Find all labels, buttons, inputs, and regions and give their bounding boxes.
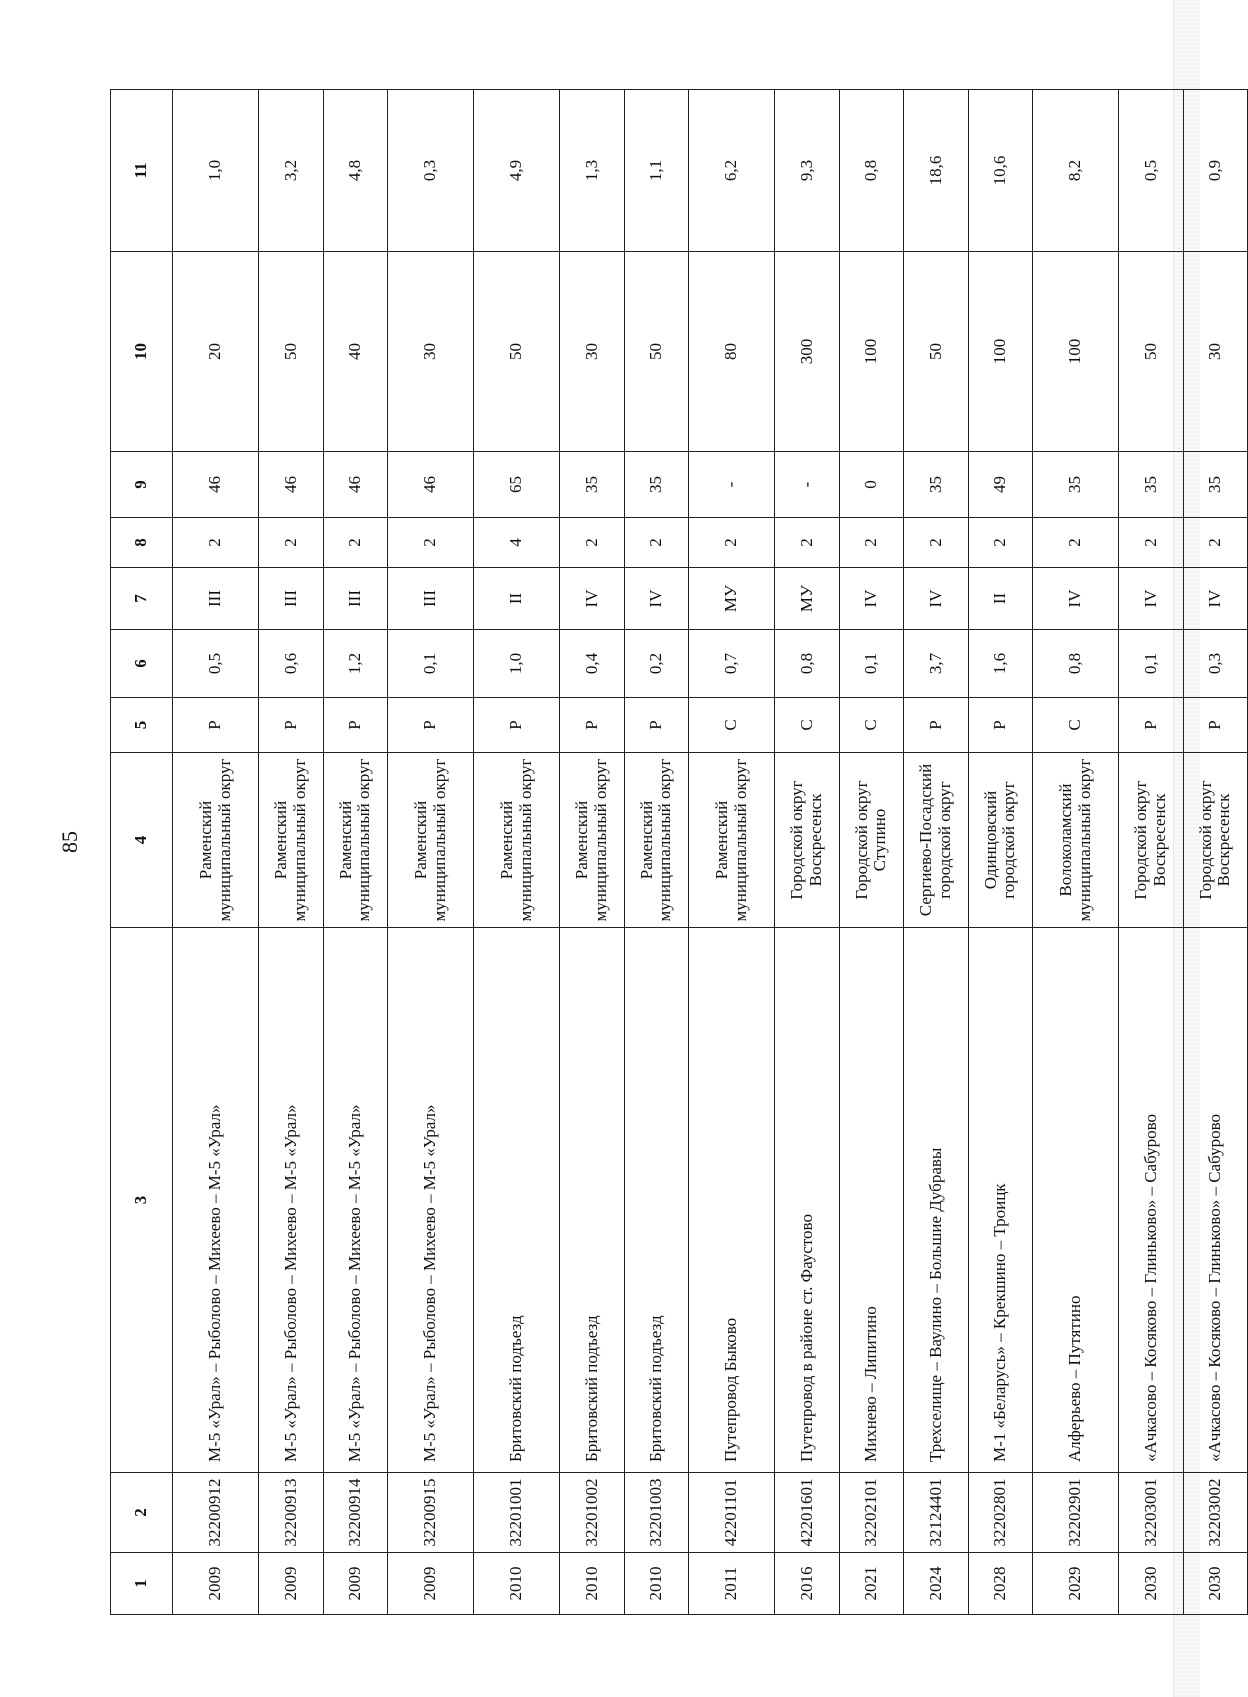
table-cell: 2009 [323, 1553, 388, 1615]
table-cell: Р [624, 698, 689, 753]
table-cell: Михнево – Липитино [839, 928, 904, 1473]
table-cell: 50 [904, 252, 969, 452]
table-cell: III [388, 568, 474, 630]
table-cell: 100 [1033, 252, 1119, 452]
table-cell: 46 [323, 452, 388, 518]
table-cell: М-1 «Беларусь» – Крекшино – Троицк [968, 928, 1033, 1473]
table-cell: 2011 [689, 1553, 775, 1615]
table-cell: 2010 [624, 1553, 689, 1615]
table-cell: С [775, 698, 840, 753]
table-cell: 32200914 [323, 1473, 388, 1553]
table-cell: «Ачкасово – Косяково – Глиньково» – Сабурово [1183, 928, 1248, 1473]
table-cell: Сергиево-Посадский городской округ [904, 753, 969, 928]
page-number: 85 [57, 831, 82, 853]
table-cell: С [689, 698, 775, 753]
table-cell: 0,5 [1119, 90, 1184, 252]
table-cell: 2028 [968, 1553, 1033, 1615]
table-cell: III [323, 568, 388, 630]
table-cell: 2010 [474, 1553, 560, 1615]
table-cell: 50 [259, 252, 324, 452]
table-cell: Волоколамский муниципальный округ [1033, 753, 1119, 928]
column-header: 8 [111, 518, 173, 568]
table-cell: 0,8 [775, 630, 840, 698]
table-cell: 35 [560, 452, 625, 518]
table-cell: Р [1119, 698, 1184, 753]
table-cell: 0,4 [560, 630, 625, 698]
table-row [173, 90, 259, 1615]
table-cell: 35 [624, 452, 689, 518]
table-cell: Р [474, 698, 560, 753]
table-row [904, 90, 969, 1615]
table-cell: 32201003 [624, 1473, 689, 1553]
table-cell: 50 [624, 252, 689, 452]
table-cell: Р [968, 698, 1033, 753]
table-cell: 32201002 [560, 1473, 625, 1553]
table-cell: М-5 «Урал» – Рыболово – Михеево – М-5 «Урал» [173, 928, 259, 1473]
table-cell: 2030 [1183, 1553, 1248, 1615]
table-row [388, 90, 474, 1615]
table-row [259, 90, 324, 1615]
table-row [968, 90, 1033, 1615]
table-cell: 32200913 [259, 1473, 324, 1553]
table-cell: 2 [839, 518, 904, 568]
table-cell: IV [1119, 568, 1184, 630]
table-cell: Раменский муниципальный округ [388, 753, 474, 928]
table-cell: 50 [1119, 252, 1184, 452]
table-cell: 2016 [775, 1553, 840, 1615]
table-cell: Раменский муниципальный округ [560, 753, 625, 928]
column-header: 10 [111, 252, 173, 452]
table-cell: 2 [968, 518, 1033, 568]
table-cell: 0,1 [1119, 630, 1184, 698]
table-cell: Городской округ Воскресенск [775, 753, 840, 928]
table-cell: 2 [560, 518, 625, 568]
table-cell: 0,3 [388, 90, 474, 252]
table-cell: Алферьево – Путятино [1033, 928, 1119, 1473]
table-row [775, 90, 840, 1615]
table-cell: 40 [323, 252, 388, 452]
column-header: 11 [111, 90, 173, 252]
table-cell: М-5 «Урал» – Рыболово – Михеево – М-5 «Урал» [259, 928, 324, 1473]
table-cell: 46 [388, 452, 474, 518]
table-cell: 0,1 [388, 630, 474, 698]
table-cell: МУ [775, 568, 840, 630]
table-cell: Р [323, 698, 388, 753]
table-cell: 9,3 [775, 90, 840, 252]
table-cell: IV [560, 568, 625, 630]
table-cell: Городской округ Воскресенск [1119, 753, 1184, 928]
table-cell: 2 [1119, 518, 1184, 568]
table-cell: III [259, 568, 324, 630]
table-row [1119, 90, 1184, 1615]
table-cell: Раменский муниципальный округ [689, 753, 775, 928]
table-cell: 2 [904, 518, 969, 568]
table-row [689, 90, 775, 1615]
table-cell: 4 [474, 518, 560, 568]
table-cell: 2030 [1119, 1553, 1184, 1615]
table-cell: Р [388, 698, 474, 753]
table-cell: 30 [1183, 252, 1248, 452]
table-cell: 2009 [259, 1553, 324, 1615]
table-cell: 46 [173, 452, 259, 518]
table-cell: 1,0 [474, 630, 560, 698]
table-cell: 35 [1033, 452, 1119, 518]
table-cell: 3,2 [259, 90, 324, 252]
table-cell: 2010 [560, 1553, 625, 1615]
table-cell: С [839, 698, 904, 753]
table-cell: 2 [689, 518, 775, 568]
table-cell: 4,9 [474, 90, 560, 252]
table-cell: 2009 [388, 1553, 474, 1615]
table-cell: 8,2 [1033, 90, 1119, 252]
table-cell: 80 [689, 252, 775, 452]
column-header: 1 [111, 1553, 173, 1615]
table-cell: IV [1033, 568, 1119, 630]
column-header: 7 [111, 568, 173, 630]
table-cell: С [1033, 698, 1119, 753]
data-table [110, 89, 1248, 1615]
table-cell: 32201001 [474, 1473, 560, 1553]
table-cell: 2 [259, 518, 324, 568]
table-cell: «Ачкасово – Косяково – Глиньково» – Сабурово [1119, 928, 1184, 1473]
table-row [1033, 90, 1119, 1615]
column-header: 3 [111, 928, 173, 1473]
table-cell: 0,3 [1183, 630, 1248, 698]
table-cell: 1,2 [323, 630, 388, 698]
table-cell: МУ [689, 568, 775, 630]
table-cell: 30 [560, 252, 625, 452]
column-header: 6 [111, 630, 173, 698]
table-cell: IV [839, 568, 904, 630]
table-cell: Р [904, 698, 969, 753]
table-cell: М-5 «Урал» – Рыболово – Михеево – М-5 «Урал» [388, 928, 474, 1473]
table-cell: 1,3 [560, 90, 625, 252]
table-cell: Раменский муниципальный округ [474, 753, 560, 928]
table-cell: М-5 «Урал» – Рыболово – Михеево – М-5 «Урал» [323, 928, 388, 1473]
rotated-table-container [110, 90, 1234, 1615]
table-row [323, 90, 388, 1615]
table-cell: 2029 [1033, 1553, 1119, 1615]
table-cell: 0,8 [839, 90, 904, 252]
table-cell: Бритовский подъезд [560, 928, 625, 1473]
table-cell: 2 [624, 518, 689, 568]
table-cell: 35 [1119, 452, 1184, 518]
table-cell: 1,1 [624, 90, 689, 252]
table-cell: 65 [474, 452, 560, 518]
table-cell: 50 [474, 252, 560, 452]
table-cell: Раменский муниципальный округ [323, 753, 388, 928]
table-cell: 0,2 [624, 630, 689, 698]
table-cell: IV [1183, 568, 1248, 630]
table-cell: 2 [1033, 518, 1119, 568]
table-cell: 32202901 [1033, 1473, 1119, 1553]
table-cell: 4,8 [323, 90, 388, 252]
table-cell: 1,0 [173, 90, 259, 252]
table-cell: 100 [968, 252, 1033, 452]
table-header-row [111, 90, 173, 1615]
table-cell: Р [1183, 698, 1248, 753]
table-cell: 32203001 [1119, 1473, 1184, 1553]
table-cell: 2 [323, 518, 388, 568]
table-cell: 1,6 [968, 630, 1033, 698]
table-cell: Путепровод в районе ст. Фаустово [775, 928, 840, 1473]
table-cell: 30 [388, 252, 474, 452]
table-cell: Р [259, 698, 324, 753]
table-cell: 2 [775, 518, 840, 568]
table-cell: 2 [1183, 518, 1248, 568]
table-cell: Городской округ Воскресенск [1183, 753, 1248, 928]
table-row [839, 90, 904, 1615]
table-cell: 35 [1183, 452, 1248, 518]
table-cell: 3,7 [904, 630, 969, 698]
table-cell: 0 [839, 452, 904, 518]
table-cell: Раменский муниципальный округ [259, 753, 324, 928]
table-cell: 35 [904, 452, 969, 518]
table-cell: Р [173, 698, 259, 753]
table-cell: II [474, 568, 560, 630]
table-row [1183, 90, 1248, 1615]
table-cell: Городской округ Ступино [839, 753, 904, 928]
table-cell: 2021 [839, 1553, 904, 1615]
table-cell: III [173, 568, 259, 630]
column-header: 2 [111, 1473, 173, 1553]
table-cell: 0,7 [689, 630, 775, 698]
table-cell: 2 [388, 518, 474, 568]
table-cell: 49 [968, 452, 1033, 518]
table-row [474, 90, 560, 1615]
table-cell: IV [624, 568, 689, 630]
table-cell: 32202801 [968, 1473, 1033, 1553]
table-cell: 42201101 [689, 1473, 775, 1553]
table-cell: 32124401 [904, 1473, 969, 1553]
table-cell: 20 [173, 252, 259, 452]
table-cell: 32202101 [839, 1473, 904, 1553]
table-cell: 0,5 [173, 630, 259, 698]
table-cell: - [689, 452, 775, 518]
table-cell: 6,2 [689, 90, 775, 252]
table-cell: 2 [173, 518, 259, 568]
table-cell: Раменский муниципальный округ [173, 753, 259, 928]
column-header: 4 [111, 753, 173, 928]
table-cell: 100 [839, 252, 904, 452]
table-cell: 32200915 [388, 1473, 474, 1553]
table-cell: Бритовский подъезд [474, 928, 560, 1473]
table-cell: 0,1 [839, 630, 904, 698]
table-cell: 0,6 [259, 630, 324, 698]
table-cell: 0,8 [1033, 630, 1119, 698]
table-cell: Бритовский подъезд [624, 928, 689, 1473]
table-cell: II [968, 568, 1033, 630]
table-row [560, 90, 625, 1615]
table-cell: Путепровод Быково [689, 928, 775, 1473]
table-cell: - [775, 452, 840, 518]
table-cell: 32203002 [1183, 1473, 1248, 1553]
table-cell: 46 [259, 452, 324, 518]
table-cell: 42201601 [775, 1473, 840, 1553]
table-cell: IV [904, 568, 969, 630]
table-cell: 300 [775, 252, 840, 452]
table-cell: Одинцовский городской округ [968, 753, 1033, 928]
table-cell: 2009 [173, 1553, 259, 1615]
table-cell: 18,6 [904, 90, 969, 252]
column-header: 5 [111, 698, 173, 753]
table-row [624, 90, 689, 1615]
table-cell: Трехселище – Ваулино – Большие Дубравы [904, 928, 969, 1473]
column-header: 9 [111, 452, 173, 518]
table-cell: 32200912 [173, 1473, 259, 1553]
table-cell: 10,6 [968, 90, 1033, 252]
table-cell: Раменский муниципальный округ [624, 753, 689, 928]
table-cell: 2024 [904, 1553, 969, 1615]
table-cell: Р [560, 698, 625, 753]
table-cell: 0,9 [1183, 90, 1248, 252]
